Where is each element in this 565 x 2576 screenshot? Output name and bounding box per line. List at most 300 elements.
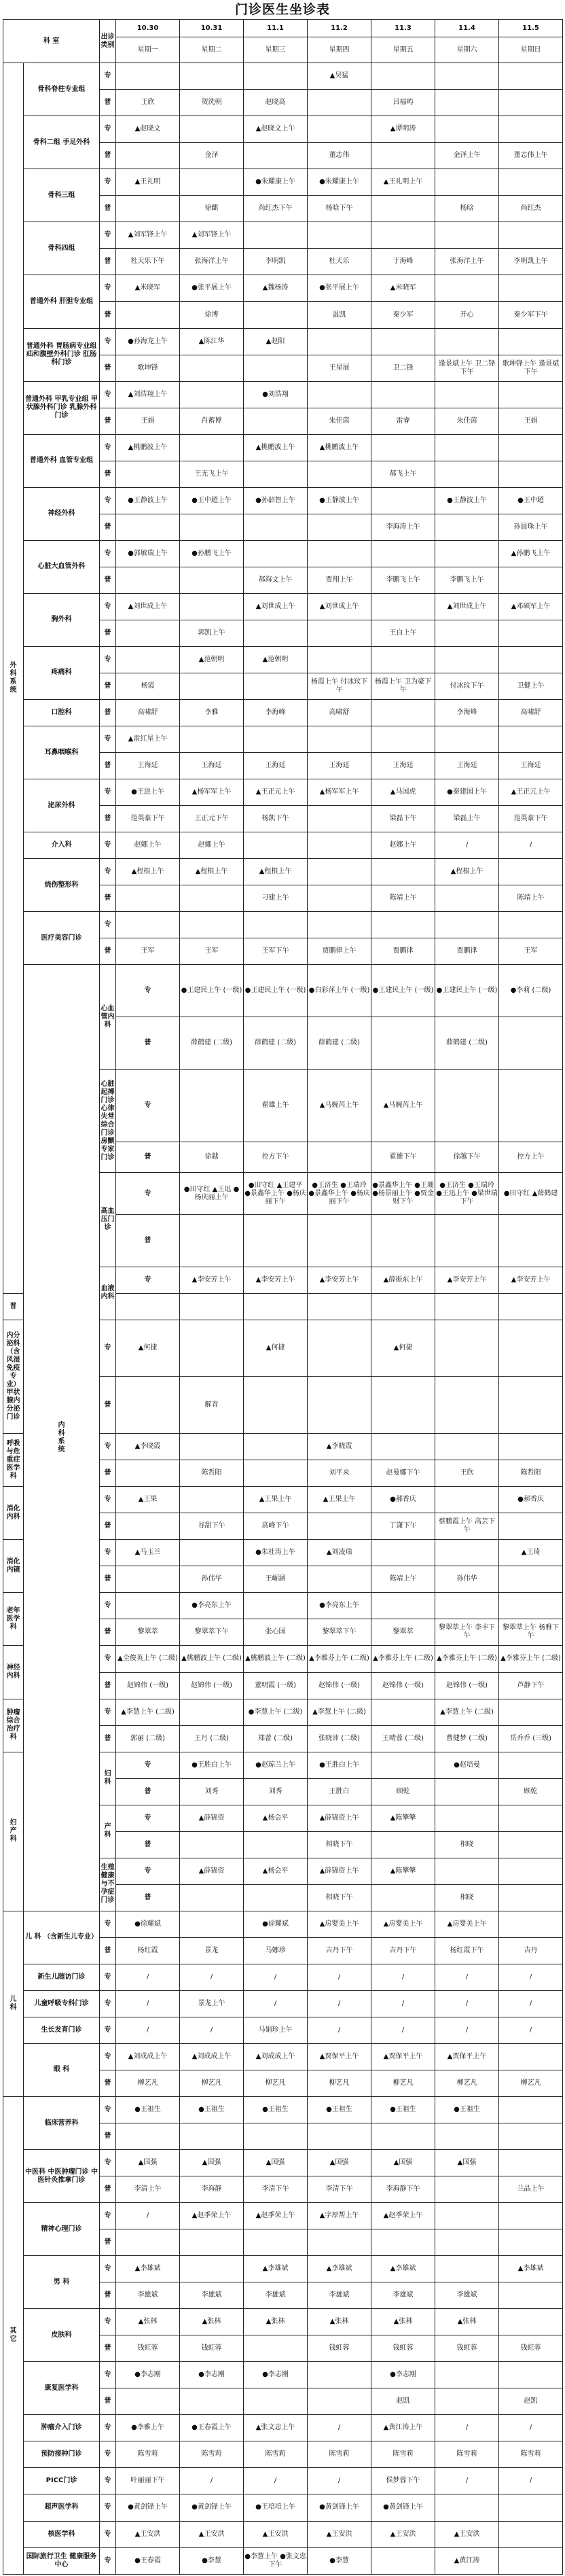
doctor-cell — [435, 646, 499, 673]
doctor-cell: 黎翠萃下午 — [308, 1619, 371, 1646]
doctor-cell: 柳艺凡 — [499, 2070, 563, 2096]
section-label-char: 儿 — [10, 1995, 17, 2003]
doctor-cell: 开心 — [435, 302, 499, 328]
department-name: 国际旅行卫生 健康服务中心 — [24, 2547, 100, 2574]
doctor-cell — [308, 726, 371, 752]
doctor-cell: ●王静波上午 — [116, 487, 180, 514]
doctor-cell — [244, 222, 308, 249]
doctor-cell: ▲米晓军 — [371, 275, 435, 302]
doctor-cell — [308, 806, 371, 832]
doctor-cell — [435, 1805, 499, 1831]
doctor-cell: ●王中超上午 — [180, 487, 244, 514]
doctor-cell — [435, 1320, 499, 1377]
doctor-cell: ▲国强 — [116, 2150, 180, 2176]
doctor-cell: ●王春霞上午 — [180, 2415, 244, 2441]
clinic-type: 专 — [100, 832, 116, 859]
doctor-cell — [116, 620, 180, 646]
clinic-type: 专 — [100, 63, 116, 90]
table-row — [3, 2150, 563, 2176]
doctor-cell: 刁建上午 — [244, 885, 308, 912]
doctor-cell — [499, 116, 563, 143]
doctor-cell — [180, 1911, 244, 1937]
doctor-cell — [371, 1831, 435, 1858]
section-label-char: 内 — [58, 1422, 65, 1430]
doctor-cell: ▲魏杨涛 — [244, 275, 308, 302]
date-header: 11.3 — [371, 20, 435, 37]
doctor-cell: ▲刘世成上午 — [308, 593, 371, 620]
clinic-type: 专 — [100, 912, 116, 938]
table-row — [3, 2441, 563, 2468]
doctor-cell: ●赵培曼 — [435, 1752, 499, 1778]
doctor-cell — [499, 1214, 563, 1267]
department-name: PICC门诊 — [24, 2468, 100, 2494]
header-dates-row — [3, 20, 563, 37]
clinic-type: 专 — [100, 2203, 116, 2229]
doctor-cell: 贺洗朝 — [180, 90, 244, 116]
doctor-cell — [499, 912, 563, 938]
doctor-cell — [499, 275, 563, 302]
doctor-cell: 温凯 — [308, 302, 371, 328]
schedule-table — [3, 19, 563, 2575]
doctor-cell — [435, 2362, 499, 2388]
doctor-cell — [371, 593, 435, 620]
doctor-cell — [499, 1513, 563, 1540]
doctor-cell — [499, 222, 563, 249]
department-name: 普通外科 甲乳专业组 甲状腺外科门诊 乳腺外科门诊 — [24, 381, 100, 434]
doctor-cell: 秦少军下午 — [499, 302, 563, 328]
doctor-cell — [308, 859, 371, 885]
doctor-cell — [244, 2388, 308, 2415]
doctor-cell — [499, 2203, 563, 2229]
department-name: 临床营养科 — [24, 2097, 100, 2150]
doctor-cell: 赵娜上午 — [371, 832, 435, 859]
doctor-cell: ●王祖生 — [371, 2097, 435, 2123]
doctor-cell: ●郝香庆 — [499, 1487, 563, 1513]
doctor-cell: ▲李慧上午 (二级) — [435, 1699, 499, 1725]
department-name: 心脏大血管外科 — [24, 540, 100, 593]
table-row — [3, 2097, 563, 2123]
doctor-cell — [116, 646, 180, 673]
doctor-cell — [435, 1778, 499, 1805]
doctor-cell: 钱虹蓉 — [499, 2335, 563, 2362]
doctor-cell: 黎翠萃 — [116, 1619, 180, 1646]
department-name: 儿 科 （含新生儿专业） — [24, 1911, 100, 1964]
doctor-cell: 卫健上午 — [499, 673, 563, 699]
clinic-type: 专 — [100, 222, 116, 249]
clinic-type: 专 — [100, 2547, 116, 2574]
clinic-type: 普 — [100, 806, 116, 832]
doctor-cell — [499, 1566, 563, 1593]
doctor-cell: ●李志刚 — [371, 2362, 435, 2388]
table-row — [3, 646, 563, 673]
doctor-cell: 于海峰 — [371, 249, 435, 275]
doctor-cell — [244, 1434, 308, 1460]
doctor-cell — [435, 1069, 499, 1142]
doctor-cell: 范英豪下午 — [116, 806, 180, 832]
doctor-cell: 高啸舒 — [308, 699, 371, 726]
doctor-cell — [371, 540, 435, 567]
doctor-cell: ▲桃鹏波上午 — [116, 434, 180, 461]
doctor-cell — [435, 169, 499, 196]
doctor-cell: 金泽上午 — [435, 143, 499, 169]
section-label — [24, 965, 100, 1911]
doctor-cell: ▲何捷 — [116, 1320, 180, 1377]
doctor-cell — [371, 1214, 435, 1267]
doctor-cell: 金泽 — [180, 143, 244, 169]
doctor-cell: ●王建民上午 (一级) — [180, 965, 244, 1017]
doctor-cell: ▲李雄斌 — [116, 2256, 180, 2282]
doctor-cell — [244, 1214, 308, 1267]
section-label-char: 它 — [10, 2335, 17, 2343]
doctor-cell: ▲杨会平 — [244, 1858, 308, 1884]
doctor-cell: ●田守红 ▲王迅 ●杨庆丽上午 — [180, 1173, 244, 1215]
doctor-cell: 李海峰 — [244, 699, 308, 726]
doctor-cell: / — [244, 1964, 308, 1990]
clinic-type: 专 — [100, 1487, 116, 1513]
doctor-cell: / — [180, 2468, 244, 2494]
clinic-type: 普 — [100, 1566, 116, 1593]
doctor-cell: ▲薛锦资上午 — [308, 1805, 371, 1831]
doctor-cell: 王军 — [116, 938, 180, 965]
doctor-cell: 李海涛上午 — [371, 514, 435, 540]
doctor-cell: ▲李安芳上午 — [308, 1267, 371, 1293]
doctor-cell: ▲刘军锋上午 — [180, 222, 244, 249]
dept-header: 科 室 — [3, 20, 100, 63]
doctor-cell: 赵凯 — [499, 2388, 563, 2415]
doctor-cell: / — [371, 1964, 435, 1990]
doctor-cell — [435, 1487, 499, 1513]
clinic-type: 普 — [100, 567, 116, 593]
doctor-cell: ▲杨军军上午 — [308, 779, 371, 806]
doctor-cell: ▲国强 — [244, 2150, 308, 2176]
doctor-cell: ▲赵季荣上午 — [371, 2203, 435, 2229]
doctor-cell: ▲李晓霞 — [308, 1434, 371, 1460]
clinic-type: 专 — [100, 275, 116, 302]
doctor-cell: 赵锦伟 (一级) — [116, 1672, 180, 1699]
doctor-cell: / — [308, 2017, 371, 2043]
table-row — [3, 1964, 563, 1990]
clinic-type: 普 — [3, 1293, 24, 1320]
doctor-cell — [116, 461, 180, 487]
doctor-cell — [371, 1434, 435, 1460]
department-name: 消化内科 — [3, 1487, 24, 1540]
doctor-cell — [308, 90, 371, 116]
doctor-cell: ●王济生 ●王瑞玲 ●王迅上午 ●梁世瑞下午 — [435, 1173, 499, 1215]
doctor-cell: ●李慧 — [308, 2547, 371, 2574]
doctor-cell: 王海廷 — [180, 753, 244, 779]
doctor-cell: ●王祖生 — [308, 2097, 371, 2123]
clinic-type: 专 — [100, 2521, 116, 2547]
doctor-cell: ▲赵晓文 — [116, 116, 180, 143]
doctor-cell: 孙伟华 — [435, 1566, 499, 1593]
doctor-cell — [180, 1293, 244, 1320]
doctor-cell — [244, 1831, 308, 1858]
doctor-cell — [308, 912, 371, 938]
clinic-type: 专 — [100, 2309, 116, 2335]
doctor-cell: 柳艺凡 — [244, 2070, 308, 2096]
doctor-cell: 尚红杰 — [499, 196, 563, 222]
doctor-cell: 陈靖上午 — [499, 885, 563, 912]
weekday-header: 星期四 — [308, 37, 371, 63]
doctor-cell: 杨霞上午 付冰玟下午 — [308, 673, 371, 699]
doctor-cell: 赵锦伟 (一级) — [435, 1672, 499, 1699]
doctor-cell: ▲刘世成上午 — [435, 593, 499, 620]
doctor-cell: ▲王安洪 — [116, 2521, 180, 2547]
doctor-cell: 杨凯下午 — [244, 806, 308, 832]
table-row — [3, 2203, 563, 2229]
doctor-cell — [116, 2388, 180, 2415]
doctor-cell — [371, 1884, 435, 1911]
doctor-cell — [308, 116, 371, 143]
doctor-cell: ●王春霞 — [116, 2547, 180, 2574]
doctor-cell: ●郝香庆 — [371, 1487, 435, 1513]
department-name: 血液内科 — [100, 1267, 116, 1320]
doctor-cell: 李雄斌 — [244, 2282, 308, 2309]
doctor-cell: ▲王礼明上午 — [371, 169, 435, 196]
doctor-cell: 李鹏飞上午 — [371, 567, 435, 593]
doctor-cell — [308, 1293, 371, 1320]
doctor-cell — [244, 1293, 308, 1320]
doctor-cell: 吉丹下午 — [308, 1937, 371, 1964]
table-row — [3, 699, 563, 726]
doctor-cell — [499, 2362, 563, 2388]
doctor-cell — [308, 1377, 371, 1434]
doctor-cell: 赵娜上午 — [180, 832, 244, 859]
doctor-cell: ▲雷红星上午 — [116, 726, 180, 752]
doctor-cell: ▲米晓军 — [116, 275, 180, 302]
clinic-type: 普 — [100, 1619, 116, 1646]
doctor-cell: ▲李安芳上午 — [180, 1267, 244, 1293]
doctor-cell: 王欣 — [116, 90, 180, 116]
doctor-cell — [435, 514, 499, 540]
doctor-cell — [244, 1884, 308, 1911]
doctor-cell: 王无飞上午 — [180, 461, 244, 487]
doctor-cell: ▲李慧上午 (二级) — [116, 1699, 180, 1725]
table-row — [3, 540, 563, 567]
doctor-cell — [180, 1699, 244, 1725]
department-name: 骨科二组 手足外科 — [24, 116, 100, 169]
doctor-cell: ▲杨军军上午 — [180, 779, 244, 806]
doctor-cell — [371, 726, 435, 752]
doctor-cell: ●王建民上午 (一级) — [244, 965, 308, 1017]
doctor-cell: 陈哲阳 — [180, 1460, 244, 1487]
doctor-cell: ●黄剑锋上午 — [308, 2494, 371, 2521]
doctor-cell: ●王建民上午 (一级) — [435, 965, 499, 1017]
clinic-type: 专 — [100, 487, 116, 514]
clinic-type: 普 — [116, 1884, 180, 1911]
doctor-cell: 尚红杰下午 — [244, 196, 308, 222]
clinic-type: 专 — [100, 1593, 116, 1619]
doctor-cell — [308, 514, 371, 540]
doctor-cell — [308, 620, 371, 646]
table-row — [3, 2547, 563, 2574]
department-name: 男 科 — [24, 2256, 100, 2309]
doctor-cell: ▲吴猛 — [308, 63, 371, 90]
doctor-cell: ●王祖生 — [435, 2097, 499, 2123]
doctor-cell: 李雄斌 — [435, 2282, 499, 2309]
department-name: 疼痛科 — [24, 646, 100, 699]
doctor-cell: 杨红霞 — [116, 1937, 180, 1964]
doctor-cell: ▲房婴美上午 — [371, 1911, 435, 1937]
doctor-cell: 陈雪莉 — [244, 2441, 308, 2468]
doctor-cell — [180, 2123, 244, 2150]
clinic-type: 专 — [100, 2441, 116, 2468]
doctor-cell: 翟雄下午 — [371, 1142, 435, 1172]
doctor-cell — [499, 434, 563, 461]
doctor-cell — [308, 646, 371, 673]
doctor-cell: ▲李慧上午 (二级) — [308, 1699, 371, 1725]
department-name: 核医学科 — [24, 2521, 100, 2547]
doctor-cell — [435, 2494, 499, 2521]
table-row — [3, 2468, 563, 2494]
doctor-cell — [244, 514, 308, 540]
doctor-cell — [244, 2229, 308, 2256]
clinic-type: 专 — [100, 540, 116, 567]
doctor-cell: 控方下午 — [244, 1142, 308, 1172]
doctor-cell: 高啸舒 — [116, 699, 180, 726]
doctor-cell: ▲何捷 — [244, 1320, 308, 1377]
doctor-cell: 蔡鹏霞上午 高芸下午 — [435, 1513, 499, 1540]
table-row — [3, 779, 563, 806]
doctor-cell — [499, 328, 563, 355]
doctor-cell — [116, 302, 180, 328]
doctor-cell — [435, 726, 499, 752]
doctor-cell: / — [499, 2415, 563, 2441]
table-row — [3, 2494, 563, 2521]
doctor-cell — [371, 2123, 435, 2150]
doctor-cell: 孙伟华 — [180, 1566, 244, 1593]
section-label-char: 妇 — [10, 1819, 17, 1827]
doctor-cell — [308, 832, 371, 859]
doctor-cell: / — [308, 1964, 371, 1990]
doctor-cell: 刘秀 — [180, 1778, 244, 1805]
department-name: 儿童呼吸专科门诊 — [24, 1990, 100, 2017]
clinic-type: 专 — [100, 2415, 116, 2441]
doctor-cell: 黎翠萃上午 杨雅下午 — [499, 1619, 563, 1646]
doctor-cell: / — [435, 832, 499, 859]
date-header: 10.30 — [116, 20, 180, 37]
doctor-cell — [499, 2097, 563, 2123]
doctor-cell — [435, 434, 499, 461]
doctor-cell: ▲黄江涛 — [435, 2547, 499, 2574]
section-label — [3, 63, 24, 1294]
doctor-cell: ▲何捷 — [371, 1320, 435, 1377]
doctor-cell — [180, 514, 244, 540]
clinic-type: 专 — [100, 116, 116, 143]
doctor-cell: ●孙鹏飞上午 — [180, 540, 244, 567]
doctor-cell: 王海廷 — [116, 753, 180, 779]
doctor-cell: / — [435, 1990, 499, 2017]
section-label — [3, 1752, 24, 1911]
doctor-cell: 王海廷 — [435, 753, 499, 779]
clinic-type: 普 — [100, 461, 116, 487]
doctor-cell: / — [308, 1990, 371, 2017]
clinic-type: 专 — [100, 2043, 116, 2070]
doctor-cell: 钱虹蓉 — [435, 2335, 499, 2362]
doctor-cell — [499, 2494, 563, 2521]
doctor-cell: 马娟珍上午 — [244, 2017, 308, 2043]
doctor-cell — [180, 2229, 244, 2256]
clinic-type: 专 — [100, 1320, 116, 1377]
doctor-cell: 陈哲阳 — [499, 1460, 563, 1487]
table-row — [3, 63, 563, 90]
doctor-cell — [244, 1377, 308, 1434]
doctor-cell: ●李志刚 — [244, 2362, 308, 2388]
doctor-cell: ▲国强 — [180, 2150, 244, 2176]
clinic-type: 专 — [100, 169, 116, 196]
doctor-cell: / — [116, 1964, 180, 1990]
doctor-cell — [180, 1884, 244, 1911]
department-name: 老年医学科 — [3, 1593, 24, 1646]
clinic-type: 普 — [100, 885, 116, 912]
doctor-cell — [244, 673, 308, 699]
doctor-cell: 谷甜下午 — [180, 1513, 244, 1540]
doctor-cell: ▲李雅芬上午 (二级) — [371, 1646, 435, 1672]
doctor-cell: / — [116, 1990, 180, 2017]
doctor-cell: 王娟 — [116, 408, 180, 434]
doctor-cell: ▲马玉兰 — [116, 1540, 180, 1566]
table-row — [3, 2415, 563, 2441]
doctor-cell: 刘平来 — [308, 1460, 371, 1487]
doctor-cell: 顾乾 — [499, 1778, 563, 1805]
clinic-type: 普 — [100, 673, 116, 699]
doctor-cell — [308, 885, 371, 912]
doctor-cell: 陈雪莉 — [308, 2441, 371, 2468]
doctor-cell: 董志伟上午 — [499, 143, 563, 169]
doctor-cell: 柳艺凡 — [116, 2070, 180, 2096]
doctor-cell — [116, 63, 180, 90]
doctor-cell — [435, 2256, 499, 2282]
doctor-cell — [308, 1566, 371, 1593]
doctor-cell — [499, 1805, 563, 1831]
department-name: 新生儿随访门诊 — [24, 1964, 100, 1990]
doctor-cell: 李清下午 — [244, 2176, 308, 2203]
doctor-cell: / — [499, 2468, 563, 2494]
doctor-cell — [371, 2229, 435, 2256]
doctor-cell: 陈雪莉 — [180, 2441, 244, 2468]
doctor-cell: 相晓下午 — [308, 1831, 371, 1858]
doctor-cell — [180, 1214, 244, 1267]
department-name: 妇 科 — [100, 1752, 116, 1805]
doctor-cell: 控方上午 — [499, 1142, 563, 1172]
doctor-cell: / — [371, 2017, 435, 2043]
clinic-type: 专 — [100, 1911, 116, 1937]
doctor-cell — [435, 1214, 499, 1267]
doctor-cell — [371, 1593, 435, 1619]
type-header: 出诊类别 — [100, 20, 116, 63]
doctor-cell: ▲张林 — [116, 2309, 180, 2335]
clinic-type: 普 — [100, 249, 116, 275]
doctor-cell — [308, 328, 371, 355]
clinic-type: 专 — [100, 328, 116, 355]
doctor-cell: ▲张文忠上午 — [244, 2415, 308, 2441]
doctor-cell — [116, 1460, 180, 1487]
doctor-cell: 陈雪莉 — [371, 2441, 435, 2468]
table-row — [3, 487, 563, 514]
doctor-cell: ▲陈擎擎 — [371, 1805, 435, 1831]
clinic-type: 普 — [100, 938, 116, 965]
doctor-cell: / — [116, 2203, 180, 2229]
doctor-cell — [244, 540, 308, 567]
doctor-cell: ▲程根上午 — [244, 859, 308, 885]
clinic-type: 专 — [100, 2256, 116, 2282]
clinic-type: 专 — [116, 965, 180, 1017]
doctor-cell: 王军 — [499, 938, 563, 965]
doctor-cell: / — [371, 1990, 435, 2017]
department-name: 胸外科 — [24, 593, 100, 646]
doctor-cell: 陈雪莉 — [499, 2441, 563, 2468]
doctor-cell: ●朱耀康上午 — [244, 169, 308, 196]
